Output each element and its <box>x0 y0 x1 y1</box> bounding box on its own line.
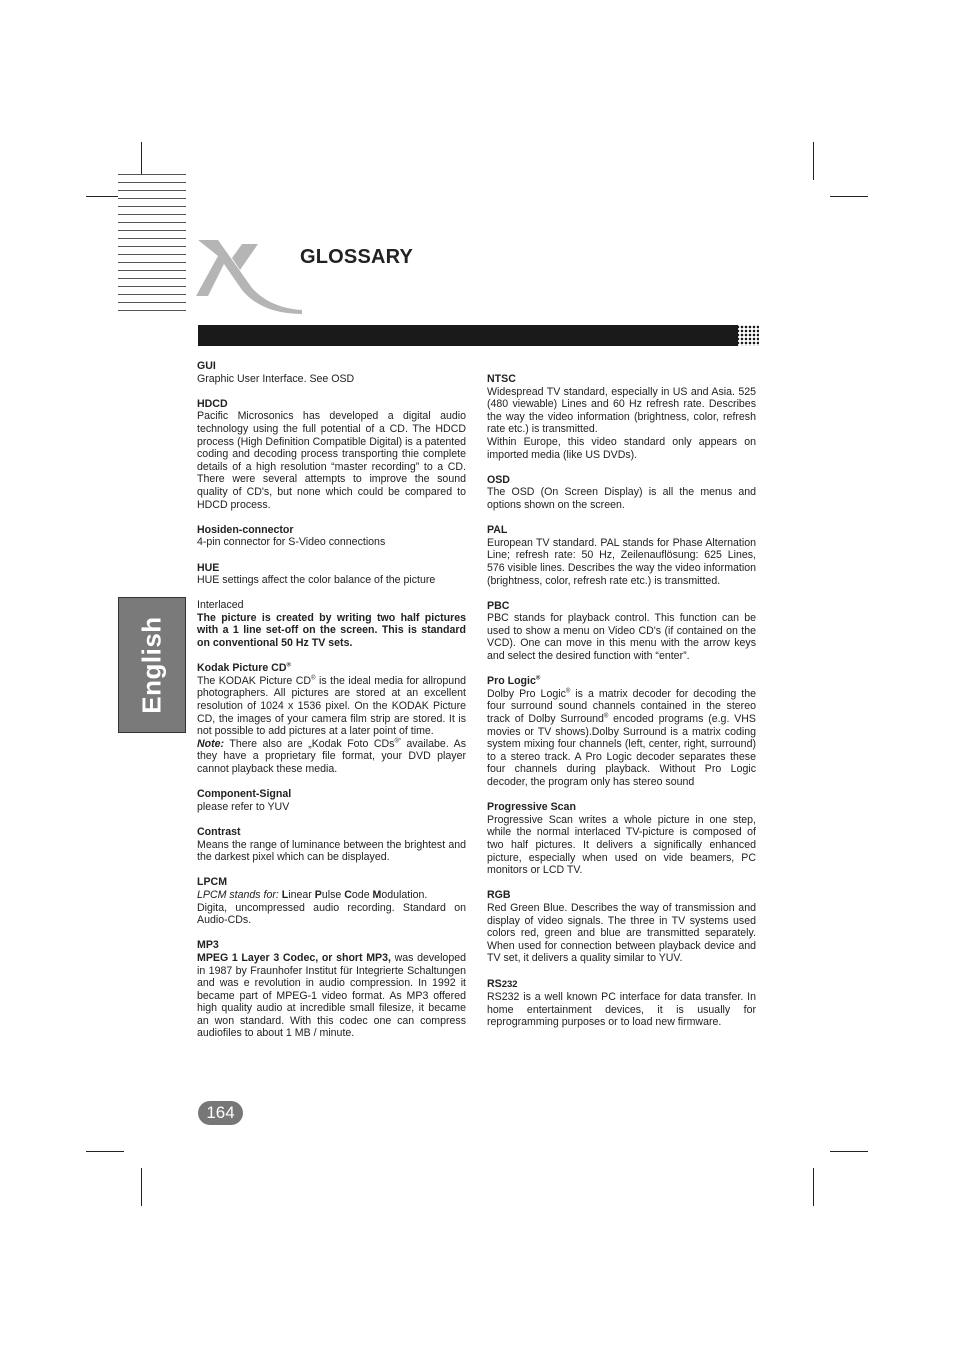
definition-component: please refer to YUV <box>197 800 290 813</box>
term-hdcd: HDCD <box>197 397 228 410</box>
registered-mark: ® <box>286 662 291 669</box>
lpcm-letter-l: L <box>281 888 289 901</box>
prologic-text-b: is a matrix decoder for decoding the four surround sound channels contained in the stereo track of Dolby Surround <box>487 687 756 726</box>
rs232-title-a: RS <box>487 977 502 990</box>
prologic-text-c: encoded programs (e.g. VHS movies or TV shows).Dolby Surround is a matrix coding system mixing four channels (left, center, right, surround) to a stereo track. A Pro Logic decoder separates these four channels during playback. Without Pro Logic decoder, the program only has stereo sound <box>487 713 756 788</box>
crop-mark <box>830 1151 868 1152</box>
definition-lpcm: Digita, uncompressed audio recording. Standard on Audio-CDs. <box>197 901 466 927</box>
lpcm-ode: ode <box>351 888 373 901</box>
term-prologic-label: Pro Logic <box>487 675 536 688</box>
crop-mark <box>813 1168 814 1206</box>
term-progressive: Progressive Scan <box>487 801 576 814</box>
crop-mark <box>813 142 814 180</box>
term-mp3: MP3 <box>197 939 219 952</box>
term-rs232 <box>487 978 756 992</box>
lpcm-letter-m: M <box>372 888 382 901</box>
term-prologic <box>487 675 756 688</box>
definition-ntsc: Widespread TV standard, especially in US and Asia. 525 (480 viewable) Lines and 60 Hz refresh rate. Describes the way the video information (brightness, color, refresh rate etc.) is transmitted. <box>487 385 756 436</box>
definition-progressive: Progressive Scan writes a whole picture in one step, while the normal interlaced TV-picture is composed of two half pictures. It delivers a significally enhanced picture, especially when used on vide beamers, PC monitors or LCD TV. <box>487 813 756 877</box>
term-gui: GUI <box>197 360 216 372</box>
term-component: Component-Signal <box>197 788 292 801</box>
kodak-note-b: availabe. As they have a proprietary file format, your DVD player cannot playback these media. <box>197 737 467 775</box>
lpcm-letter-c: C <box>344 888 352 901</box>
term-pbc: PBC <box>487 599 510 612</box>
definition-ntsc-2: Within Europe, this video standard only appears on imported media (like US DVDs). <box>487 435 756 461</box>
lpcm-stands: LPCM stands for: <box>197 888 279 901</box>
registered-mark: ® <box>603 713 609 720</box>
definition-rs232: RS232 is a well known PC interface for data transfer. In home entertainment devices, it is usually for reprogramming purposes or to load new firmware. <box>487 991 756 1029</box>
term-hosiden: Hosiden-connector <box>197 523 294 536</box>
definition-osd: The OSD (On Screen Display) is all the menus and options shown on the screen. <box>487 486 756 511</box>
lpcm-ulse: ulse <box>321 888 345 901</box>
registered-mark: ® <box>535 675 541 682</box>
language-tab <box>118 597 186 733</box>
rs232-title-b: 232 <box>501 978 518 990</box>
term-kodak <box>197 662 466 675</box>
term-osd: OSD <box>487 473 510 486</box>
lpcm-letter-p: P <box>314 888 322 901</box>
right-column <box>487 373 756 1029</box>
page-title: GLOSSARY <box>300 246 414 268</box>
registered-mark: ® <box>311 675 316 682</box>
header-bar-dots <box>732 325 759 346</box>
term-contrast: Contrast <box>197 825 241 838</box>
decorative-stripes <box>118 174 186 314</box>
kodak-note-label: Note: <box>197 737 225 750</box>
language-tab-label: English <box>136 616 167 714</box>
kodak-note-sup: ®“ <box>394 738 401 745</box>
definition-pal: European TV standard. PAL stands for Phase Alternation Line; refresh rate: 50 Hz, Zeilenauflösung: 625 Lines, 576 visible lines. Describes the way the video information (brightness, color, refresh rate etc.) is transmitted. <box>487 536 756 587</box>
definition-hue: HUE settings affect the color balance of the picture <box>197 574 436 587</box>
definition-kodak <box>197 675 466 738</box>
x-logo-icon <box>196 238 302 314</box>
definition-prologic <box>487 688 756 789</box>
crop-mark <box>141 1168 142 1206</box>
term-pal: PAL <box>487 524 508 537</box>
kodak-note <box>197 738 466 776</box>
mp3-bold: MPEG 1 Layer 3 Codec, or short MP3, <box>197 951 391 964</box>
kodak-text-a: The KODAK Picture CD <box>197 674 312 687</box>
definition-rgb: Red Green Blue. Describes the way of transmission and display of video signals. The three in TV systems used colors red, green and blue are transmitted separately. When used for connection between playback device and TV set, it delivers a quality similar to YUV. <box>487 901 756 965</box>
mp3-text: was developed in 1987 by Fraunhofer Institut für Integrierte Schaltungen and was e revolution in audio compression. In 1992 it became part of MPEG-1 video format. As MP3 offered high quality audio at incredible small filesize, it became an won standard. With this codec one can compress audiofiles to about 1 MB / minute. <box>197 951 466 1040</box>
prologic-text-a: Dolby Pro Logic <box>487 687 566 700</box>
registered-mark: ® <box>565 688 571 695</box>
term-rgb: RGB <box>487 889 511 902</box>
definition-lpcm-stands <box>197 889 466 902</box>
definition-hdcd: Pacific Microsonics has developed a digital audio technology using the full potential of a CD. The HDCD process (High Definition Compatible Digital) is a patented coding and decoding process transporting thie complete details of a high resolution “master recording” to a CD. There were several attempts to improve the sound quality of CD's, but none which could be compared to HDCD process. <box>197 410 466 511</box>
lpcm-odulation: odulation. <box>381 888 428 901</box>
crop-mark <box>830 196 868 197</box>
definition-pbc: PBC stands for playback control. This function can be used to show a menu on Video CD's (if contained on the VCD). One can move in this menu with the arrow keys and select the desired function with “enter”. <box>487 612 756 663</box>
kodak-note-a: There also are „Kodak Foto CDs <box>224 737 395 750</box>
kodak-text-b: is the ideal media for allropund photographers. All pictures are stored at an excellent resolution of 1024 x 1536 pixel. On the KODAK Picture CD, the images of your camera film strip are stored. It is not possible to add pictures at a later point of time. <box>197 674 466 738</box>
term-interlaced: Interlaced <box>197 599 244 612</box>
left-column <box>197 360 466 1040</box>
definition-mp3 <box>197 952 466 1040</box>
term-hue: HUE <box>197 561 220 574</box>
header-bar <box>198 325 738 346</box>
lpcm-inear: inear <box>288 888 315 901</box>
definition-interlaced: The picture is created by writing two half pictures with a 1 line set-off on the screen. This is standard on conventional 50 Hz TV sets. <box>197 611 466 650</box>
page-number: 164 <box>198 1101 243 1125</box>
term-ntsc: NTSC <box>487 373 516 385</box>
definition-hosiden: 4-pin connector for S-Video connections <box>197 536 386 549</box>
term-lpcm: LPCM <box>197 876 228 889</box>
term-kodak-label: Kodak Picture CD <box>197 662 287 675</box>
definition-gui: Graphic User Interface. See OSD <box>197 372 355 385</box>
definition-contrast: Means the range of luminance between the brightest and the darkest pixel which can be displayed. <box>197 838 466 864</box>
crop-mark <box>86 1151 124 1152</box>
